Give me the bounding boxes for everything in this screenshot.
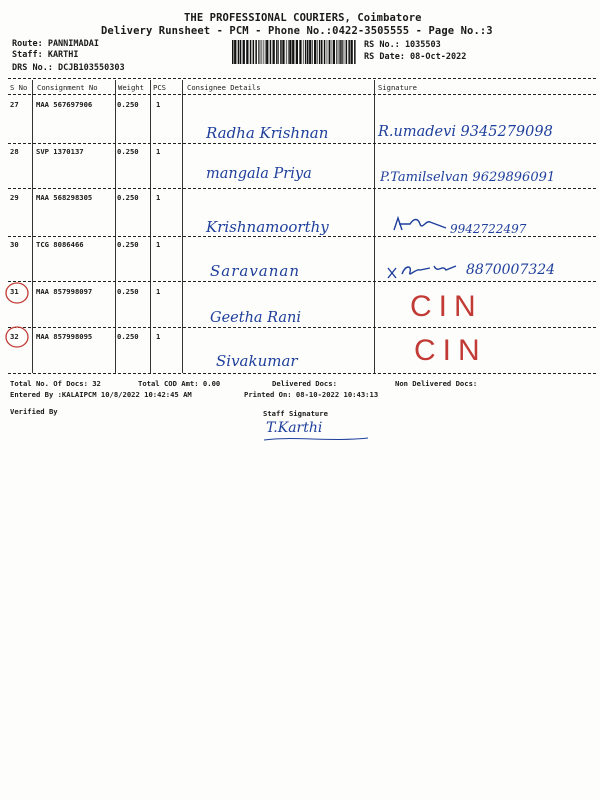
row-sno: 30 xyxy=(10,240,19,249)
barcode-bar xyxy=(338,40,339,64)
barcode-bar xyxy=(240,40,242,64)
staff-label: Staff: KARTHI xyxy=(12,50,79,60)
column-divider xyxy=(374,80,375,373)
route-label: Route: PANNIMADAI xyxy=(12,39,99,49)
row-weight: 0.250 xyxy=(117,287,139,296)
row-pcs: 1 xyxy=(156,332,161,341)
barcode-bar xyxy=(255,40,257,64)
barcode-bar xyxy=(270,40,272,64)
col-header-weight: Weight xyxy=(118,83,144,92)
row-consignment-no: TCG 8086466 xyxy=(36,240,84,249)
drs-number: DRS No.: DCJB103550303 xyxy=(12,63,125,73)
column-divider xyxy=(150,80,151,373)
barcode-bar xyxy=(314,40,316,64)
barcode-bar xyxy=(288,40,289,64)
barcode-bar xyxy=(232,40,234,64)
total-docs: Total No. Of Docs: 32 xyxy=(10,379,101,388)
barcode-bar xyxy=(333,40,335,64)
barcode-bar xyxy=(312,40,313,64)
barcode-bar xyxy=(261,40,262,64)
barcode-bar xyxy=(250,40,252,64)
barcode-bar xyxy=(299,40,301,64)
rs-date: RS Date: 08-Oct-2022 xyxy=(364,52,467,62)
col-header-consignee: Consignee Details xyxy=(187,83,261,92)
page-title: THE PROFESSIONAL COURIERS, Coimbatore xyxy=(184,12,422,24)
row-pcs: 1 xyxy=(156,240,161,249)
row-pcs: 1 xyxy=(156,287,161,296)
delivered-docs: Delivered Docs: xyxy=(272,379,337,388)
barcode-bar xyxy=(276,40,278,64)
barcode-bar xyxy=(321,40,323,64)
barcode-bar xyxy=(344,40,345,64)
barcode-bar xyxy=(278,40,279,64)
barcode-bar xyxy=(303,40,304,64)
staff-signature-label: Staff Signature xyxy=(263,409,328,418)
barcode-bar xyxy=(296,40,298,64)
row-weight: 0.250 xyxy=(117,193,139,202)
header-divider xyxy=(8,78,596,79)
barcode-bar xyxy=(324,40,326,64)
barcode-bar xyxy=(258,40,259,64)
row-divider xyxy=(8,143,596,144)
row-pcs: 1 xyxy=(156,147,161,156)
barcode-bar xyxy=(307,40,309,64)
row-weight: 0.250 xyxy=(117,332,139,341)
col-header-consignment: Consignment No xyxy=(37,83,98,92)
barcode-bar xyxy=(346,40,348,64)
barcode-bar xyxy=(286,40,287,64)
row-weight: 0.250 xyxy=(117,100,139,109)
barcode-bar xyxy=(289,40,291,64)
signature-handwritten: 8870007324 xyxy=(466,262,556,278)
signature-handwritten: R.umadevi 9345279098 xyxy=(378,124,553,140)
signature-cin-mark: CIN xyxy=(414,334,487,367)
barcode-bar xyxy=(348,40,350,64)
table-bottom-divider xyxy=(8,373,596,374)
signature-handwritten: P.Tamilselvan 9629896091 xyxy=(380,170,556,185)
row-divider xyxy=(8,188,596,189)
signature-handwritten: 9942722497 xyxy=(450,222,527,236)
barcode-bar xyxy=(336,40,337,64)
row-consignment-no: MAA 857998095 xyxy=(36,332,93,341)
column-divider xyxy=(115,80,116,373)
barcode-bar xyxy=(282,40,284,64)
row-consignment-no: MAA 857998097 xyxy=(36,287,93,296)
row-sno: 28 xyxy=(10,147,19,156)
consignee-handwritten: Saravanan xyxy=(210,262,301,280)
rs-number: RS No.: 1035503 xyxy=(364,40,441,50)
row-pcs: 1 xyxy=(156,100,161,109)
row-sno: 27 xyxy=(10,100,19,109)
signature-cin-mark: CIN xyxy=(410,290,483,323)
red-circle-marks xyxy=(3,280,37,372)
col-header-pcs: PCS xyxy=(153,83,166,92)
barcode-bar xyxy=(260,40,261,64)
printed-on: Printed On: 08-10-2022 10:43:13 xyxy=(244,390,379,399)
consignee-handwritten: Radha Krishnan xyxy=(206,124,329,142)
barcode-bar xyxy=(280,40,282,64)
column-divider xyxy=(182,80,183,373)
row-consignment-no: MAA 567697906 xyxy=(36,100,93,109)
staff-signature-handwritten: T.Karthi xyxy=(266,420,323,436)
barcode-bar xyxy=(340,40,342,64)
barcode-bar xyxy=(342,40,343,64)
verified-by-label: Verified By xyxy=(10,407,58,416)
barcode-bar xyxy=(339,40,340,64)
consignee-handwritten: Sivakumar xyxy=(216,352,298,370)
entered-by: Entered By :KALAIPCM 10/8/2022 10:42:45 AM xyxy=(10,390,192,399)
barcode-bar xyxy=(354,40,356,64)
barcode-bar xyxy=(305,40,307,64)
row-weight: 0.250 xyxy=(117,147,139,156)
barcode-bar xyxy=(246,40,248,64)
barcode-bar xyxy=(329,40,331,64)
row-divider xyxy=(8,281,596,282)
row-sno: 32 xyxy=(10,332,19,341)
barcode-bar xyxy=(351,40,353,64)
consignee-handwritten: mangala Priya xyxy=(206,166,312,182)
barcode-bar xyxy=(243,40,245,64)
row-sno: 31 xyxy=(10,287,19,296)
non-delivered-docs: Non Delivered Docs: xyxy=(395,379,478,388)
barcode-bar xyxy=(292,40,294,64)
consignee-handwritten: Geetha Rani xyxy=(210,310,302,326)
barcode-bar xyxy=(266,40,268,64)
row-weight: 0.250 xyxy=(117,240,139,249)
barcode-bar xyxy=(319,40,321,64)
barcode-bar xyxy=(331,40,332,64)
barcode-bar xyxy=(253,40,255,64)
page-subtitle: Delivery Runsheet - PCM - Phone No.:0422-3505555 - Page No.:3 xyxy=(101,25,493,37)
column-header-divider xyxy=(8,94,596,95)
row-pcs: 1 xyxy=(156,193,161,202)
row-consignment-no: SVP 1370137 xyxy=(36,147,84,156)
consignee-handwritten: Krishnamoorthy xyxy=(206,218,329,236)
row-consignment-no: MAA 568298305 xyxy=(36,193,93,202)
signature-scribble xyxy=(390,214,450,236)
barcode-bar xyxy=(317,40,318,64)
row-sno: 29 xyxy=(10,193,19,202)
signature-underline xyxy=(262,432,372,444)
barcode-bar xyxy=(234,40,236,64)
barcode-bar xyxy=(327,40,328,64)
col-header-signature: Signature xyxy=(378,83,417,92)
col-header-sno: S No xyxy=(10,83,28,92)
barcode-image xyxy=(232,40,358,64)
barcode-bar xyxy=(238,40,240,64)
barcode-bar xyxy=(263,40,264,64)
total-cod-amount: Total COD Amt: 0.00 xyxy=(138,379,221,388)
barcode-bar xyxy=(273,40,275,64)
barcode-bar xyxy=(265,40,266,64)
barcode-bar xyxy=(309,40,311,64)
row-divider xyxy=(8,327,596,328)
row-divider xyxy=(8,236,596,237)
